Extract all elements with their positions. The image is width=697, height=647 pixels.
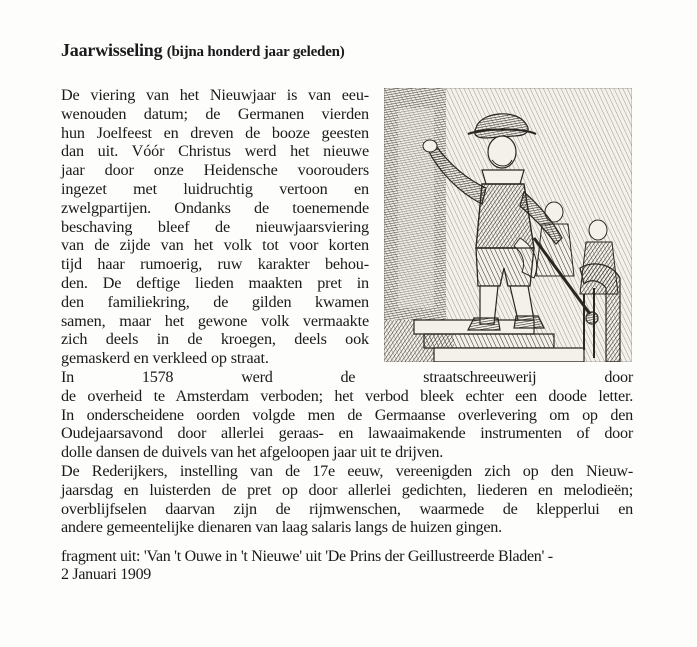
text-line: beschaving bleef de nieuwjaarsviering xyxy=(61,217,369,236)
text-line: hun Joelfeest en dreven de booze geesten xyxy=(61,123,369,142)
caption-line: fragment uit: 'Van 't Ouwe in 't Nieuwe' uit 'De Prins der Geillustreerde Bladen' - xyxy=(61,548,553,565)
column-paragraph xyxy=(61,86,369,368)
text-line: andere gemeentelijke dienaren van laag salaris langs de huizen gingen. xyxy=(61,518,502,537)
caption-line: 2 Januari 1909 xyxy=(61,566,152,583)
text-line: De viering van het Nieuwjaar is van eeu- xyxy=(61,86,369,104)
text-line: De Rederijkers, instelling van de 17e eeuw, vereenigden zich op den Nieuw- xyxy=(61,461,633,480)
engraving-figure-with-mace xyxy=(384,88,632,362)
text-line: overblijfselen daarvan zijn de rijmwenschen, waarmede de klepperlui en xyxy=(61,499,633,518)
title-subtitle: (bijna honderd jaar geleden) xyxy=(166,44,345,60)
title-main: Jaarwisseling xyxy=(61,40,163,60)
text-line: jaarsdag en luisterden de pret op door allerlei gedichten, liederen en melodieën; xyxy=(61,480,633,499)
text-line: jaar door onze Heidensche voorouders xyxy=(61,161,369,180)
text-line: zich deels in de kroegen, deels ook xyxy=(61,330,369,349)
text-line: wenouden datum; de Germanen vierden xyxy=(61,104,369,123)
text-line: samen, maar het gewone volk vermaakte xyxy=(61,311,369,330)
text-line: Oudejaarsavond door allerlei geraas- en lawaaimakende instrumenten of door xyxy=(61,424,633,443)
text-line: In 1578 werd de straatschreeuwerij door xyxy=(61,368,633,386)
source-caption xyxy=(61,548,641,584)
engraving-illustration xyxy=(384,88,632,362)
text-line: ingezet met luidruchtig vertoon en xyxy=(61,179,369,198)
text-line: tijd haar rumoerig, ruw karakter behou- xyxy=(61,255,369,274)
text-line: de overheid te Amsterdam verboden; het verbod bleek echter een doode letter. xyxy=(61,386,633,405)
text-line: dolle dansen de duivels van het afgeloopen jaar uit te drijven. xyxy=(61,443,444,462)
text-line: zwelgpartijen. Ondanks de toenemende xyxy=(61,198,369,217)
text-line: dan uit. Vóór Christus werd het nieuwe xyxy=(61,142,369,161)
text-line: den familiekring, de gilden kwamen xyxy=(61,292,369,311)
text-line: van de zijde van het volk tot voor korten xyxy=(61,236,369,255)
text-line: gemaskerd en verkleed op straat. xyxy=(61,349,269,368)
text-line: In onderscheidene oorden volgde men de Germaanse overlevering om op den xyxy=(61,405,633,424)
text-line: den. De deftige lieden maakten pret in xyxy=(61,273,369,292)
page-title xyxy=(61,40,345,61)
full-width-paragraph xyxy=(61,368,633,537)
